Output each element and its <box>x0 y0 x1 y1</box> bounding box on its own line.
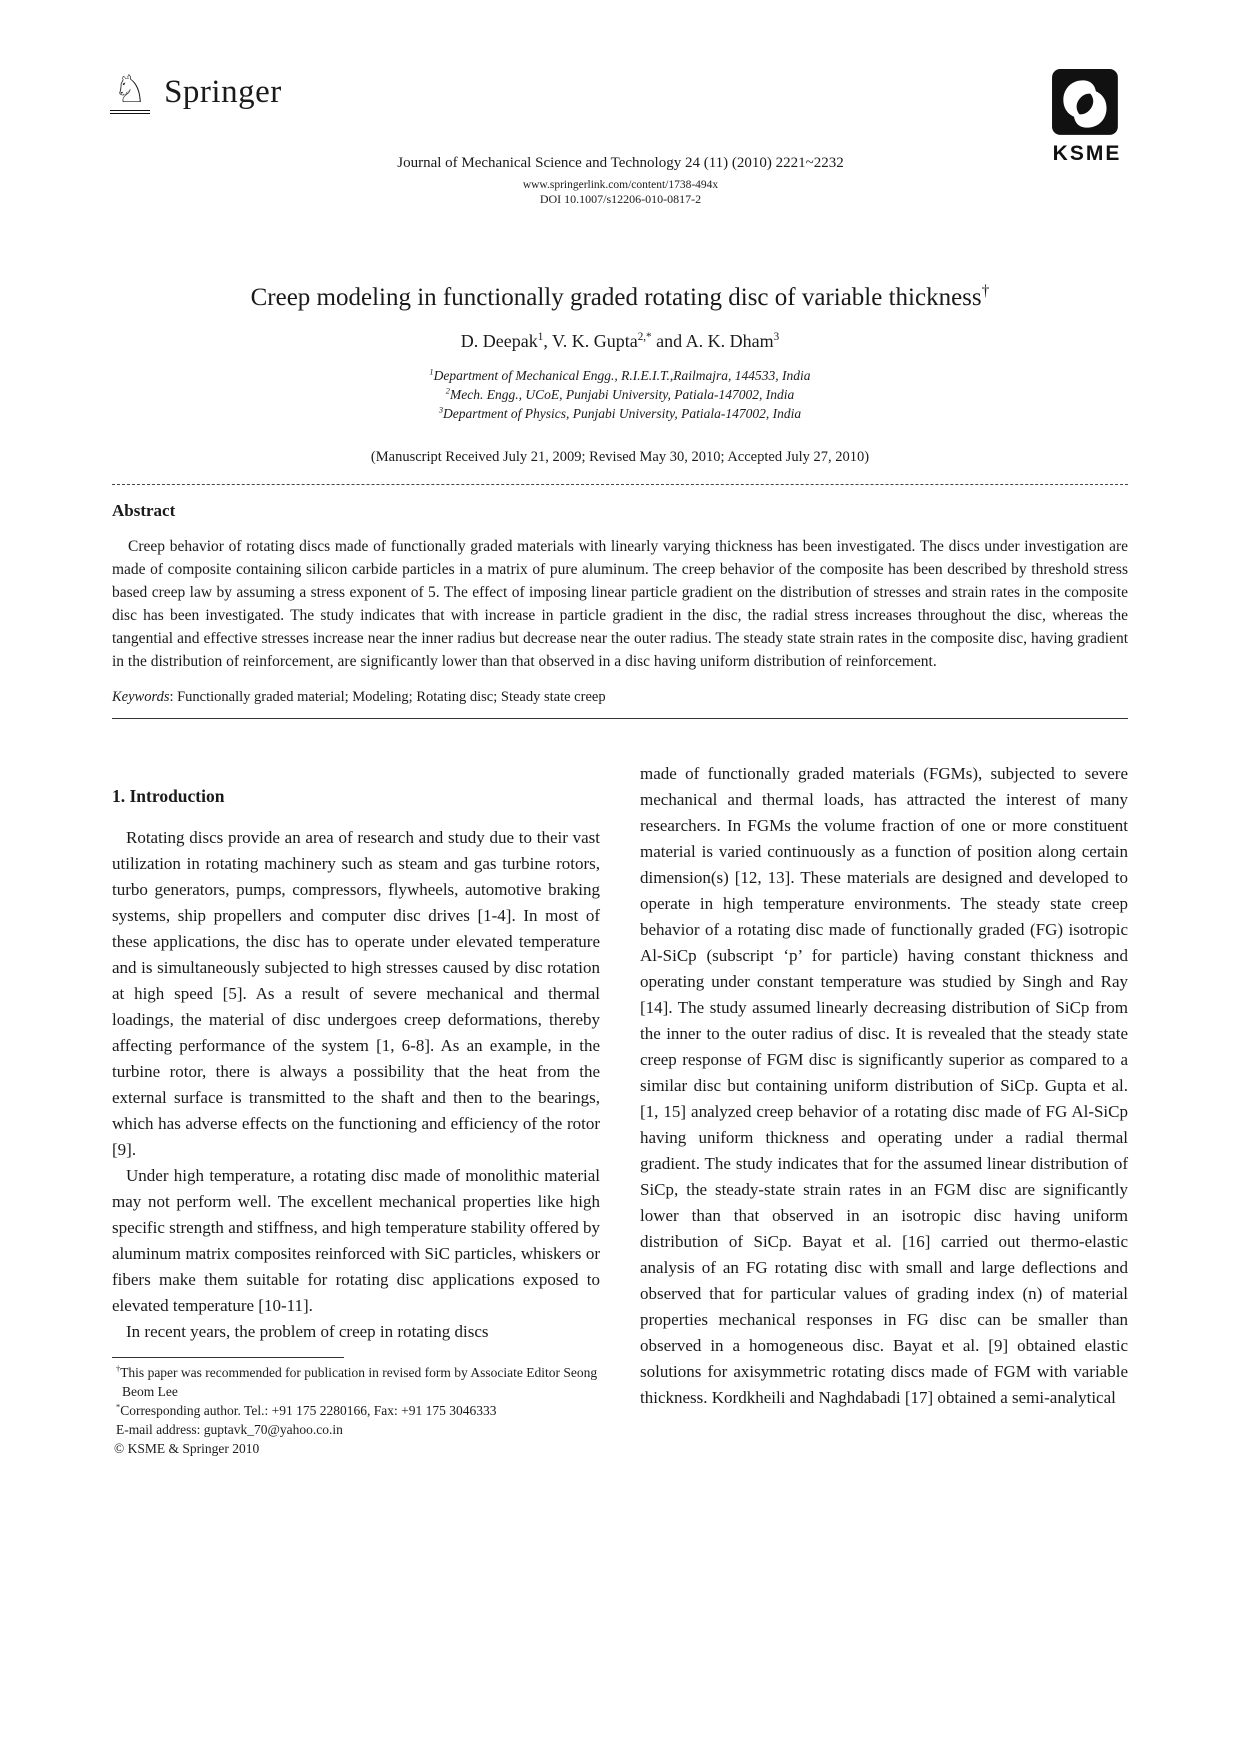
intro-paragraph-2: Under high temperature, a rotating disc made of monolithic material may not perform well. The excellent mechanical properties like high specific strength and stiffness, and high temperature stability offered by aluminum matrix composites reinforced with SiC particles, whiskers or fibers make them suitable for rotating disc applications exposed to elevated temperature [10-11]. <box>112 1166 600 1315</box>
authors-separator: , <box>543 331 553 351</box>
author-1-sup: 1 <box>537 331 544 343</box>
section-heading-introduction: 1. Introduction <box>112 786 225 806</box>
footnote-editor-note <box>112 1363 600 1401</box>
keywords-text: : Functionally graded material; Modeling; Rotating disc; Steady state creep <box>169 689 606 705</box>
journal-url: www.springerlink.com/content/1738-494x <box>522 179 719 191</box>
author-2: V. K. Gupta <box>552 331 638 351</box>
footnote-editor-text: This paper was recommended for publication in revised form by Associate Editor Seong Beom Lee <box>120 1365 598 1399</box>
journal-info <box>0 155 1241 207</box>
right-column <box>640 761 1128 1458</box>
body-columns <box>112 761 1128 1458</box>
author-1: D. Deepak <box>460 331 538 351</box>
footnote-copyright: © KSME & Springer 2010 <box>114 1441 260 1456</box>
springer-logo-label: Springer <box>164 73 282 110</box>
footnote-corresponding-author <box>112 1401 600 1420</box>
right-column-paragraph: made of functionally graded materials (FGMs), subjected to severe mechanical and thermal loads, has attracted the interest of many researchers. In FGMs the volume fraction of one or more constituent material is varied continuously as a function of position along certain dimension(s) [12, 13]. These materials are designed and developed to operate in high temperature environments. The steady state creep behavior of a rotating disc made of functionally graded (FG) isotropic Al-SiCp (subscript ‘p’ for particle) having constant thickness and operating under constant temperature was studied by Singh and Ray [14]. The study assumed linearly decreasing distribution of SiCp from the inner to the outer radius of disc. It is revealed that the steady state creep response of FGM disc is significantly superior as compared to a similar disc but containing uniform distribution of SiCp. Gupta et al. [1, 15] analyzed creep behavior of a rotating disc made of FG Al-SiCp having uniform thickness and operating under a radial thermal gradient. The study indicates that for the assumed linear distribution of SiCp, the steady-state strain rates in an FGM disc are significantly lower than that observed in an isotropic disc having uniform distribution of SiCp. Bayat et al. [16] carried out thermo-elastic analysis of an FG rotating disc with small and large deflections and observed that for particular values of grading index (n) of material properties mechanical responses in FG disc can be smaller than observed in a homogeneous disc. Bayat et al. [9] obtained elastic solutions for axisymmetric rotating discs made of FGM with variable thickness. Kordkheili and Naghdabadi [17] obtained a semi-analytical <box>640 764 1128 1407</box>
affiliation-1-text: Department of Mechanical Engg., R.I.E.I.T.,Railmajra, 144533, India <box>433 368 811 383</box>
authors-separator: and <box>651 331 686 351</box>
keywords-label: Keywords <box>112 689 170 705</box>
affiliation-3-text: Department of Physics, Punjabi University, Patiala-147002, India <box>443 406 802 421</box>
affiliation-1-sup: 1 <box>429 367 434 377</box>
affiliations <box>112 366 1128 423</box>
author-3-sup: 3 <box>773 331 780 343</box>
main-content <box>112 283 1128 1458</box>
affiliation-2-sup: 2 <box>445 386 450 396</box>
affiliation-3-sup: 3 <box>438 405 444 415</box>
affiliation-3 <box>112 404 1128 423</box>
divider-dashed <box>112 484 1128 485</box>
footnote-dagger-mark: † <box>116 1364 121 1374</box>
title-dagger-mark: † <box>981 282 990 300</box>
affiliation-1 <box>112 366 1128 385</box>
ksme-logo <box>1045 68 1129 166</box>
footnote-block <box>112 1357 600 1458</box>
footnote-star-mark: * <box>116 1402 121 1412</box>
affiliation-2-text: Mech. Engg., UCoE, Punjabi University, Patiala-147002, India <box>449 387 795 402</box>
divider-solid <box>112 718 1128 719</box>
abstract-heading: Abstract <box>112 501 176 520</box>
author-2-sup: 2,* <box>637 331 652 343</box>
footnote-email: E-mail address: guptavk_70@yahoo.co.in <box>116 1422 343 1437</box>
left-column <box>112 761 600 1458</box>
springer-horse-icon: ♘ <box>110 70 150 114</box>
abstract-text: Creep behavior of rotating discs made of functionally graded materials with linearly varying thickness has been investigated. The discs under investigation are made of composite containing silicon carbide particles in a matrix of pure aluminum. The creep behavior of the composite has been described by threshold stress based creep law by assuming a stress exponent of 5. The effect of imposing linear particle gradient on the distribution of stresses and strain rates in the composite disc has been investigated. The study indicates that with increase in particle gradient in the disc, the radial stress increases throughout the disc, whereas the tangential and effective stresses increase near the inner radius but decrease near the outer radius. The steady state strain rates in the composite disc, having gradient in the distribution of reinforcement, are significantly lower than that observed in a disc having uniform distribution of reinforcement. <box>112 538 1128 670</box>
springer-logo <box>110 67 282 114</box>
intro-paragraph-3: In recent years, the problem of creep in rotating discs <box>126 1322 489 1341</box>
footnote-contact-text: Corresponding author. Tel.: +91 175 2280166, Fax: +91 175 3046333 <box>120 1403 497 1418</box>
page-title <box>112 283 1128 313</box>
keywords-line <box>112 689 1128 706</box>
intro-paragraph-1: Rotating discs provide an area of research and study due to their vast utilization in rotating machinery such as steam and gas turbine rotors, turbo generators, pumps, compressors, flywheels, automotive braking systems, ship propellers and computer disc drives [1-4]. In most of these applications, the disc has to operate under elevated temperature and is simultaneously subjected to high stresses caused by disc rotation at high speed [5]. As a result of severe mechanical and thermal loadings, the material of disc undergoes creep deformations, thereby affecting performance of the system [1, 6-8]. As an example, in the turbine rotor, there is always a possibility that the heat from the external surface is transmitted to the shaft and then to the bearings, which has adverse effects on the functioning and efficiency of the rotor [9]. <box>112 828 600 1159</box>
ksme-logo-label: KSME <box>1052 142 1122 165</box>
ksme-logo-icon <box>1045 68 1129 140</box>
journal-doi: DOI 10.1007/s12206-010-0817-2 <box>539 192 702 206</box>
journal-citation: Journal of Mechanical Science and Technology 24 (11) (2010) 2221~2232 <box>397 155 844 171</box>
author-3: A. K. Dham <box>685 331 774 351</box>
affiliation-2 <box>112 385 1128 404</box>
title-text: Creep modeling in functionally graded rotating disc of variable thickness <box>250 284 982 311</box>
manuscript-dates: (Manuscript Received July 21, 2009; Revised May 30, 2010; Accepted July 27, 2010) <box>370 449 870 465</box>
authors-line <box>112 331 1128 352</box>
footnote-rule <box>112 1357 344 1358</box>
